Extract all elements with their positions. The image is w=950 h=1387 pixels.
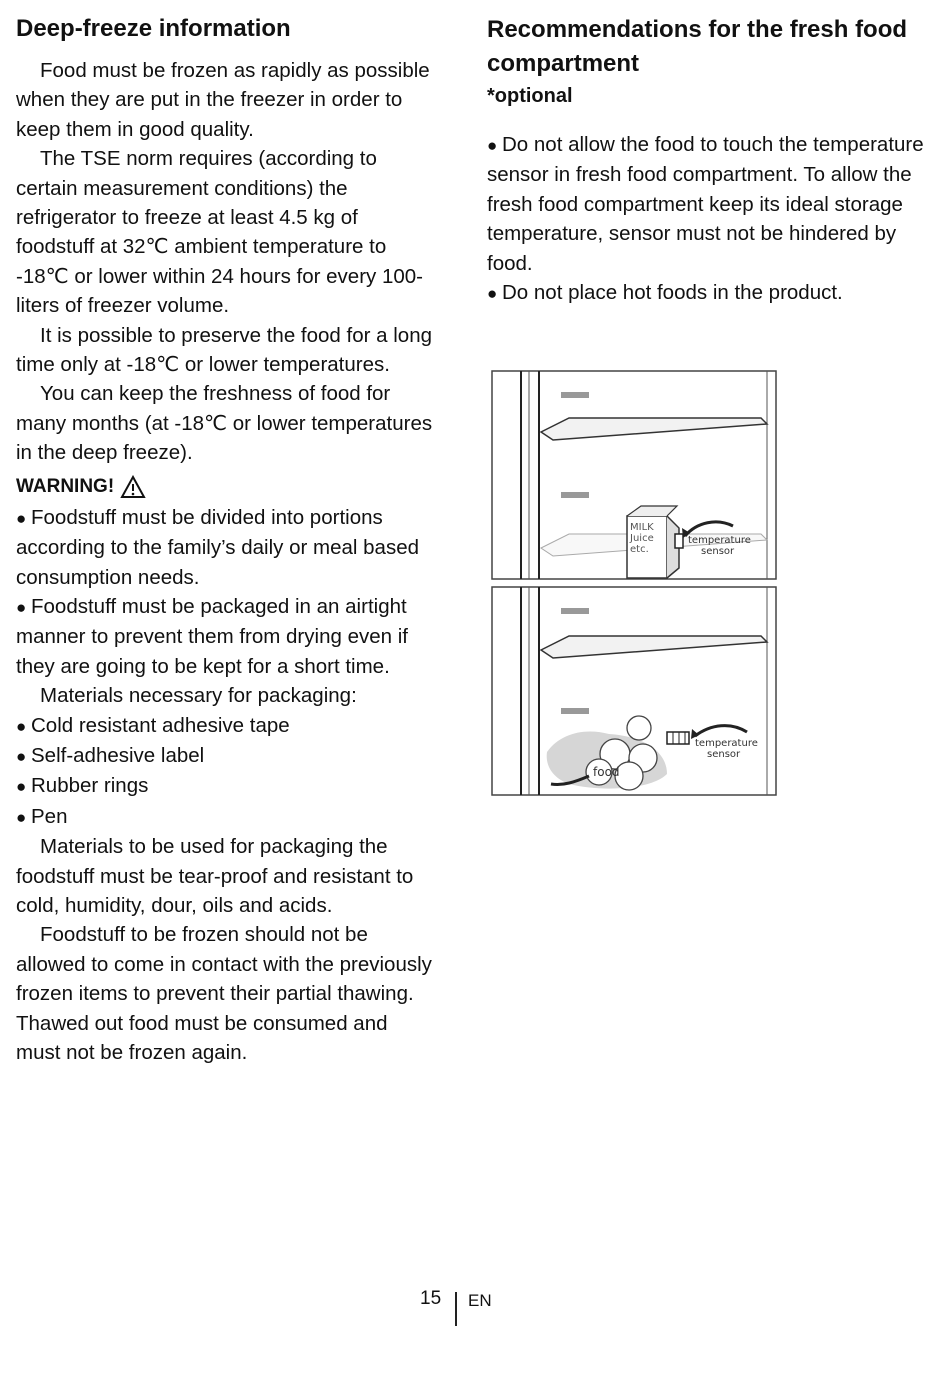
fridge-illustration-milk — [491, 370, 777, 580]
paragraph: The TSE norm requires (according to certain measurement conditions) the refrigerator to freeze at least 4.5 kg of foodstuff at 32℃ ambient temperature to -18℃ or lower within 24 hours for every 100-liters of freezer volume. — [16, 147, 424, 318]
sensor-label: temperature — [695, 738, 758, 749]
paragraph: Materials to be used for packaging the foodstuff must be tear-proof and resistant to cold, humidity, dour, oils and acids. — [16, 835, 414, 917]
language-code: EN — [468, 1291, 492, 1310]
fresh-food-heading: Recommendations for the fresh food compartment — [487, 16, 908, 77]
carton-label: Juice — [630, 533, 654, 544]
recommendation-bullet: ● Do not allow the food to touch the temperature sensor in fresh food compartment. To allow the fresh food compartment keep its ideal storage temperature, sensor must not be hindered by food. — [487, 130, 927, 278]
deep-freeze-heading: Deep-freeze information — [16, 15, 291, 42]
sensor-label: sensor — [701, 546, 735, 557]
warning-label: WARNING! — [16, 475, 115, 497]
vent-grille — [561, 392, 589, 398]
vent-grille — [561, 608, 589, 614]
food-label: food — [593, 765, 620, 779]
materials-intro: Materials necessary for packaging: — [40, 684, 357, 708]
carton-label: etc. — [630, 544, 649, 555]
warning-triangle-icon — [120, 475, 146, 499]
warning-bullet: ● Foodstuff must be packaged in an airtight manner to prevent them from drying even if they are going to be kept for a short time. — [16, 592, 436, 681]
material-item: ● Self-adhesive label — [16, 741, 436, 771]
material-item: ● Cold resistant adhesive tape — [16, 711, 436, 741]
sensor-label: temperature — [688, 535, 751, 546]
deep-freeze-body — [16, 56, 436, 1067]
footer-divider — [455, 1292, 457, 1326]
recommendation-bullet: ● Do not place hot foods in the product. — [487, 278, 927, 308]
paragraph: Foodstuff to be frozen should not be allowed to come in contact with the previously frozen items to prevent their partial thawing. Thawed out food must be consumed and must not be frozen again. — [16, 923, 432, 1064]
warning-bullet: ● Foodstuff must be divided into portions according to the family’s daily or meal based consumption needs. — [16, 503, 436, 592]
fridge-illustration-food — [491, 586, 777, 796]
sensor-label: sensor — [707, 749, 741, 760]
optional-note: *optional — [487, 85, 573, 107]
fresh-food-body — [487, 130, 927, 308]
material-item: ● Pen — [16, 802, 436, 832]
paragraph: It is possible to preserve the food for a long time only at -18℃ or lower temperatures. — [16, 323, 433, 377]
material-item: ● Rubber rings — [16, 771, 436, 801]
temperature-sensor-icon — [675, 534, 683, 548]
vent-grille — [561, 492, 589, 498]
page-number: 15 — [420, 1288, 442, 1309]
warning-heading — [16, 471, 436, 503]
temperature-sensor-icon — [667, 732, 689, 744]
carton-label: MILK — [630, 522, 654, 533]
vent-grille — [561, 708, 589, 714]
paragraph: You can keep the freshness of food for many months (at -18℃ or lower temperatures in the deep freeze). — [16, 382, 433, 465]
paragraph: Food must be frozen as rapidly as possible when they are put in the freezer in order to keep them in good quality. — [16, 59, 430, 141]
